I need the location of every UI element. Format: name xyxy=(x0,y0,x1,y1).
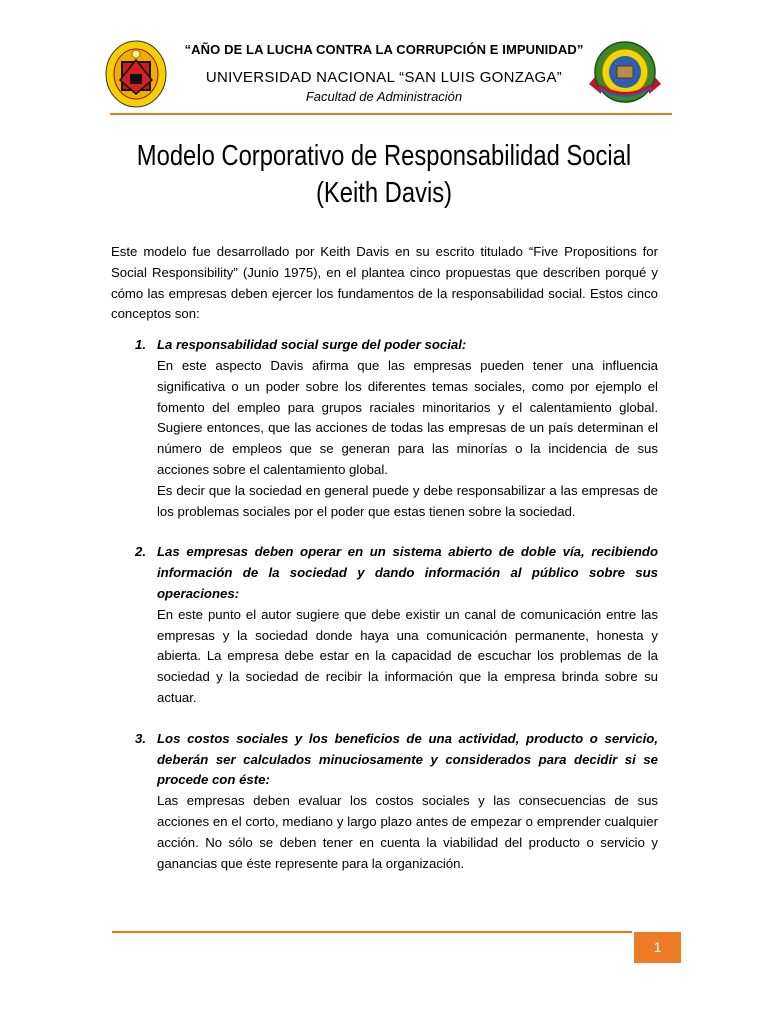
item-paragraph: Es decir que la sociedad en general puede y debe responsabilizar a las empresas de los problemas sociales por el poder que estas tienen sobre la sociedad. xyxy=(157,482,658,519)
document-title xyxy=(69,138,699,212)
intro-paragraph: Este modelo fue desarrollado por Keith Davis en su escrito titulado “Five Propositions for Social Responsibility” (Junio 1975), en el plantea cinco propuestas que describen porqué y cómo las empresas deben ejercer los fundamentos de la responsabilidad social. Estos cinco conceptos son: xyxy=(111,244,658,322)
item-number: 3. xyxy=(135,730,146,746)
list-item xyxy=(111,729,658,875)
document-body xyxy=(111,242,658,874)
item-paragraph: En este aspecto Davis afirma que las empresas pueden tener una influencia significativa o un poder sobre los diferentes temas sociales, como por ejemplo el fomento del empleo para grupos raciales minoritarios y el calentamiento global. Sugiere entonces, que las acciones de todas las empresas de un país determinan el número de empleos que se generan para las minorías o la incidencia de sus acciones sobre el calentamiento global. xyxy=(157,357,658,477)
item-heading: La responsabilidad social surge del poder social: xyxy=(157,337,467,353)
header-divider xyxy=(110,113,672,115)
item-heading: Las empresas deben operar en un sistema abierto de doble vía, recibiendo información de la sociedad y dando información al público sobre sus operaciones: xyxy=(157,544,658,601)
faculty-name: Facultad de Administración xyxy=(305,89,463,104)
title-line-1: Modelo Corporativo de Responsabilidad Social xyxy=(136,140,632,172)
item-heading: Los costos sociales y los beneficios de una actividad, producto o servicio, deberán ser calculados minuciosamente y considerados para decidir si se procede con éste: xyxy=(157,730,658,788)
page-number: 1 xyxy=(634,932,681,963)
university-name: UNIVERSIDAD NACIONAL “SAN LUIS GONZAGA” xyxy=(205,69,563,86)
item-number: 1. xyxy=(135,337,146,353)
footer-divider xyxy=(112,931,632,933)
header-motto: “AÑO DE LA LUCHA CONTRA LA CORRUPCIÓN E IMPUNIDAD” xyxy=(184,42,584,57)
list-item xyxy=(111,335,658,522)
item-number: 2. xyxy=(135,544,146,560)
item-paragraph: Las empresas deben evaluar los costos sociales y las consecuencias de sus acciones en el corto, mediano y largo plazo antes de empezar o emprender cualquier acción. No sólo se deben tener en cuenta la viabilidad del producto o servicio y ganancias que éste represente para la organización. xyxy=(157,793,658,871)
list-item xyxy=(111,542,658,708)
item-paragraph: En este punto el autor sugiere que debe existir un canal de comunicación entre las empresas y la sociedad donde haya una comunicación permanente, honesta y abierta. La empresa debe estar en la capacidad de escuchar los problemas de la sociedad y la sociedad de recibir la información que la empresa brinda sobre su actuar. xyxy=(157,606,658,705)
title-line-2: (Keith Davis) xyxy=(315,177,453,209)
